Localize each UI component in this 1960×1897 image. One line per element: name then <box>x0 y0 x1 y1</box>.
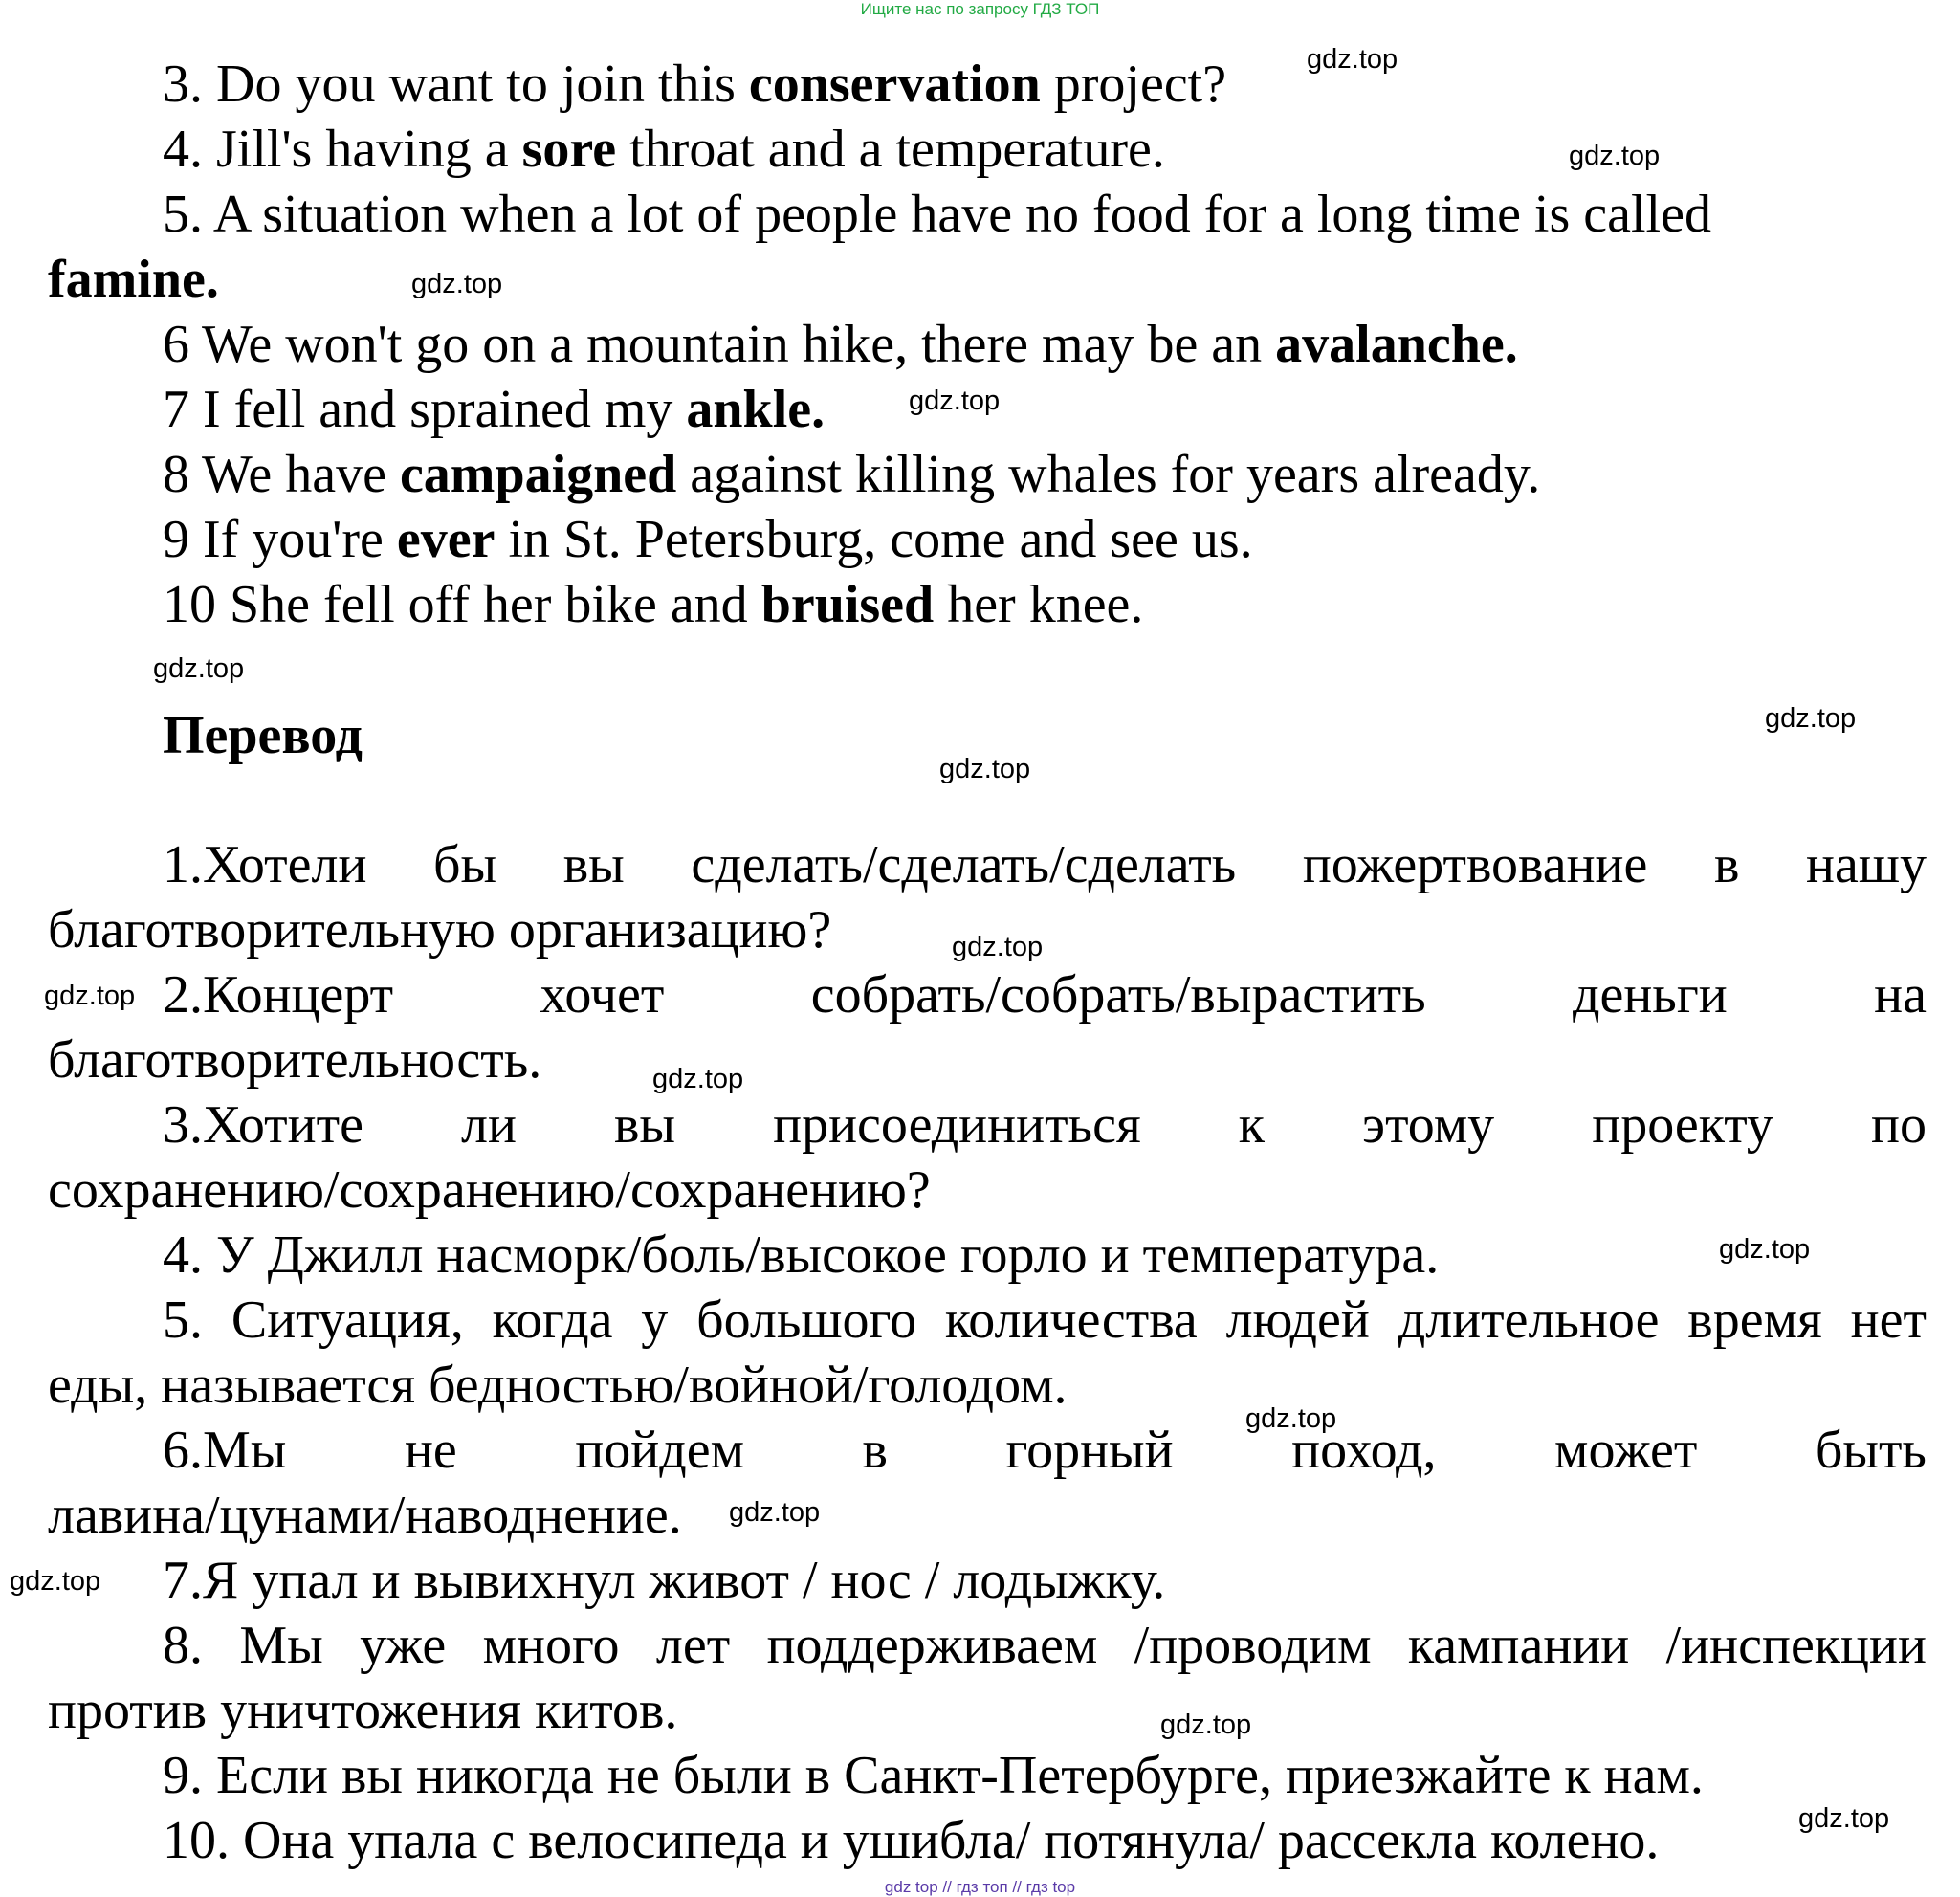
answer-keyword: sore <box>521 120 617 179</box>
translation-heading: Перевод <box>163 706 363 765</box>
watermark: gdz.top <box>952 932 1044 962</box>
translation-line-3-cont: сохранению/сохранению/сохранению? <box>48 1160 931 1220</box>
watermark: gdz.top <box>939 754 1031 784</box>
answer-line-5: 5. A situation when a lot of people have no food for a long time is called <box>163 185 1711 244</box>
watermark: gdz.top <box>411 269 503 299</box>
word: 6.Мы <box>163 1421 287 1480</box>
translation-line-1 <box>163 832 1927 897</box>
word: на <box>1874 965 1927 1025</box>
answer-text: her knee. <box>934 575 1144 634</box>
word: 5. <box>163 1290 203 1350</box>
translation-line-9: 9. Если вы никогда не были в Санкт-Петербурге, приезжайте к нам. <box>163 1746 1704 1805</box>
translation-line-5 <box>163 1288 1927 1353</box>
answer-line-3 <box>163 52 1226 117</box>
word: кампании <box>1407 1616 1630 1675</box>
answer-line-6 <box>163 312 1518 377</box>
word: людей <box>1225 1290 1370 1350</box>
watermark: gdz.top <box>1160 1710 1252 1740</box>
word: деньги <box>1572 965 1728 1025</box>
word: Ситуация, <box>231 1290 464 1350</box>
watermark: gdz.top <box>1719 1234 1811 1265</box>
word: пожертвование <box>1302 835 1648 894</box>
footer-banner[interactable]: gdz top // гдз топ // гдз top <box>884 1878 1076 1896</box>
translation-line-6-cont: лавина/цунами/наводнение. <box>48 1486 682 1545</box>
watermark: gdz.top <box>729 1497 821 1528</box>
word: ли <box>461 1095 517 1155</box>
word: по <box>1870 1095 1927 1155</box>
answer-text: project? <box>1040 55 1227 114</box>
watermark: gdz.top <box>1798 1803 1890 1834</box>
word: бы <box>433 835 497 894</box>
translation-line-4: 4. У Джилл насморк/боль/высокое горло и температура. <box>163 1225 1440 1285</box>
word: /проводим <box>1134 1616 1372 1675</box>
word: нет <box>1850 1290 1927 1350</box>
answer-keyword: famine. <box>48 250 219 309</box>
word: в <box>1713 835 1740 894</box>
word: большого <box>696 1290 917 1350</box>
answer-text: against killing whales for years already. <box>676 445 1541 504</box>
answer-keyword: ever <box>396 510 496 569</box>
word: может <box>1554 1421 1698 1480</box>
word: проекту <box>1592 1095 1773 1155</box>
word: /инспекции <box>1665 1616 1927 1675</box>
word: длительное <box>1398 1290 1660 1350</box>
translation-line-2 <box>163 962 1927 1027</box>
answer-keyword: ankle. <box>686 380 826 439</box>
answer-text: 10 She fell off her bike and <box>163 575 761 634</box>
answer-text: 6 We won't go on a mountain hike, there may be an <box>163 315 1276 374</box>
answer-keyword: avalanche. <box>1275 315 1518 374</box>
answer-text: in St. Petersburg, come and see us. <box>495 510 1253 569</box>
answer-text: 7 I fell and sprained my <box>163 380 687 439</box>
word: поход, <box>1291 1421 1437 1480</box>
translation-line-7: 7.Я упал и вывихнул живот / нос / лодыжку. <box>163 1551 1166 1610</box>
word: 3.Хотите <box>163 1095 363 1155</box>
watermark: gdz.top <box>1245 1403 1337 1434</box>
word: у <box>641 1290 669 1350</box>
word: Мы <box>239 1616 323 1675</box>
answer-line-10 <box>163 572 1143 637</box>
word: поддерживаем <box>766 1616 1098 1675</box>
word: много <box>482 1616 620 1675</box>
word: лет <box>655 1616 731 1675</box>
word: 8. <box>163 1616 203 1675</box>
translation-line-5-cont: еды, называется бедностью/войной/голодом. <box>48 1356 1068 1415</box>
watermark: gdz.top <box>652 1064 744 1094</box>
word: когда <box>492 1290 613 1350</box>
answer-keyword: bruised <box>760 575 935 634</box>
word: 2.Концерт <box>163 965 394 1025</box>
header-banner[interactable]: Ищите нас по запросу ГДЗ ТОП <box>860 0 1100 18</box>
answer-text: 4. Jill's having a <box>163 120 522 179</box>
word: хочет <box>540 965 665 1025</box>
watermark: gdz.top <box>44 981 136 1011</box>
word: уже <box>360 1616 447 1675</box>
translation-line-8 <box>163 1613 1927 1678</box>
word: в <box>862 1421 888 1480</box>
translation-line-1-cont: благотворительную организацию? <box>48 900 832 960</box>
word: быть <box>1815 1421 1927 1480</box>
answer-line-9 <box>163 507 1253 572</box>
watermark: gdz.top <box>10 1566 101 1597</box>
word: сделать/сделать/сделать <box>691 835 1237 894</box>
answer-text: throat and a temperature. <box>616 120 1165 179</box>
word: 1.Хотели <box>163 835 367 894</box>
translation-line-3 <box>163 1092 1927 1158</box>
word: этому <box>1362 1095 1495 1155</box>
watermark: gdz.top <box>1569 141 1661 171</box>
word: количества <box>944 1290 1198 1350</box>
word: нашу <box>1806 835 1927 894</box>
translation-line-2-cont: благотворительность. <box>48 1030 542 1090</box>
translation-line-10: 10. Она упала с велосипеда и ушибла/ потянула/ рассекла колено. <box>163 1811 1660 1870</box>
answer-text: 9 If you're <box>163 510 397 569</box>
word: вы <box>562 835 625 894</box>
translation-line-8-cont: против уничтожения китов. <box>48 1681 678 1740</box>
answer-text: 8 We have <box>163 445 400 504</box>
word: вы <box>613 1095 676 1155</box>
word: не <box>404 1421 457 1480</box>
word: собрать/собрать/вырастить <box>810 965 1426 1025</box>
word: пойдем <box>575 1421 745 1480</box>
answer-text: 3. Do you want to join this <box>163 55 749 114</box>
answer-line-5-cont <box>48 247 219 312</box>
watermark: gdz.top <box>909 386 1001 416</box>
word: время <box>1687 1290 1822 1350</box>
watermark: gdz.top <box>153 653 245 684</box>
translation-line-6 <box>163 1418 1927 1483</box>
word: присоединиться <box>773 1095 1141 1155</box>
answer-line-8 <box>163 442 1540 507</box>
watermark: gdz.top <box>1765 703 1857 734</box>
answer-line-4 <box>163 117 1165 182</box>
answer-keyword: conservation <box>748 55 1041 114</box>
word: к <box>1238 1095 1265 1155</box>
answer-keyword: campaigned <box>399 445 677 504</box>
word: горный <box>1005 1421 1174 1480</box>
answer-line-7 <box>163 377 825 442</box>
watermark: gdz.top <box>1307 44 1398 75</box>
